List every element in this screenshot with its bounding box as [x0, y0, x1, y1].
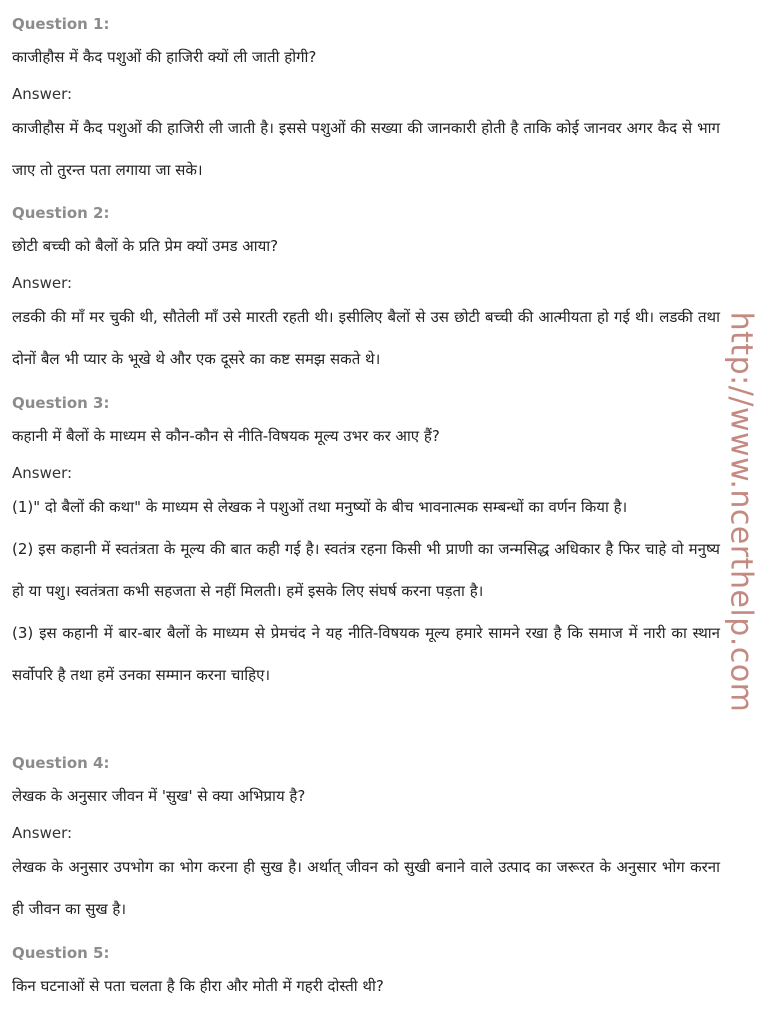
answer-point-1: (1)" दो बैलों की कथा" के माध्यम से लेखक ने पशुओं तथा मनुष्यों के बीच भावनात्मक सम्बन्धों का वर्णन किया है।: [12, 498, 628, 516]
question-block-3: [12, 393, 720, 696]
question-label: Question 5:: [12, 944, 110, 962]
question-label: Question 1:: [12, 15, 110, 33]
answer-label: Answer:: [12, 824, 73, 842]
watermark: [718, 311, 764, 713]
answer-label: Answer:: [12, 274, 73, 292]
answer-label: Answer:: [12, 85, 73, 103]
question-label: Question 3:: [12, 394, 110, 412]
question-text: काजीहौस में कैद पशुओं की हाजिरी क्यों ली जाती होगी?: [12, 48, 317, 66]
answer-point-2: (2) इस कहानी में स्वतंत्रता के मूल्य की बात कही गई है। स्वतंत्र रहना किसी भी प्राणी का जन्मसिद्ध अधिकार है फिर चाहे वो मनुष्य हो या पशु। स्वतंत्रता कभी सहजता से नहीं मिलती। हमें इसके लिए संघर्ष करना पड़ता है।: [12, 540, 720, 600]
answer-text: काजीहौस में कैद पशुओं की हाजिरी ली जाती है। इससे पशुओं की सख्या की जानकारी होती है ताकि कोई जानवर अगर कैद से भाग जाए तो तुरन्त पता लगाया जा सके।: [12, 119, 720, 179]
question-text: छोटी बच्ची को बैलों के प्रति प्रेम क्यों उमड आया?: [12, 237, 279, 255]
question-text: कहानी में बैलों के माध्यम से कौन-कौन से नीति-विषयक मूल्य उभर कर आए हैं?: [12, 427, 440, 445]
question-label: Question 4:: [12, 754, 110, 772]
question-block-2: [12, 203, 720, 380]
answer-text: लेखक के अनुसार उपभोग का भोग करना ही सुख है। अर्थात् जीवन को सुखी बनाने वाले उत्पाद का जरूरत के अनुसार भोग करना ही जीवन का सुख है।: [12, 858, 720, 918]
answer-point-3: (3) इस कहानी में बार-बार बैलों के माध्यम से प्रेमचंद ने यह नीति-विषयक मूल्य हमारे सामने रखा है कि समाज में नारी का स्थान सर्वोपरि है तथा हमें उनका सम्मान करना चाहिए।: [12, 624, 720, 684]
question-block-5: [12, 943, 720, 996]
question-text: लेखक के अनुसार जीवन में 'सुख' से क्या अभिप्राय है?: [12, 787, 306, 805]
question-block-1: [12, 14, 720, 191]
question-block-4: [12, 753, 720, 930]
answer-text: लडकी की माँ मर चुकी थी, सौतेली माँ उसे मारती रहती थी। इसीलिए बैलों से उस छोटी बच्ची की आत्मीयता हो गई थी। लडकी तथा दोनों बैल भी प्यार के भूखे थे और एक दूसरे का कष्ट समझ सकते थे।: [12, 308, 720, 368]
question-text: किन घटनाओं से पता चलता है कि हीरा और मोती में गहरी दोस्ती थी?: [12, 977, 384, 995]
watermark-url: http://www.ncerthelp.com: [723, 311, 759, 713]
answer-label: Answer:: [12, 464, 73, 482]
question-label: Question 2:: [12, 204, 110, 222]
